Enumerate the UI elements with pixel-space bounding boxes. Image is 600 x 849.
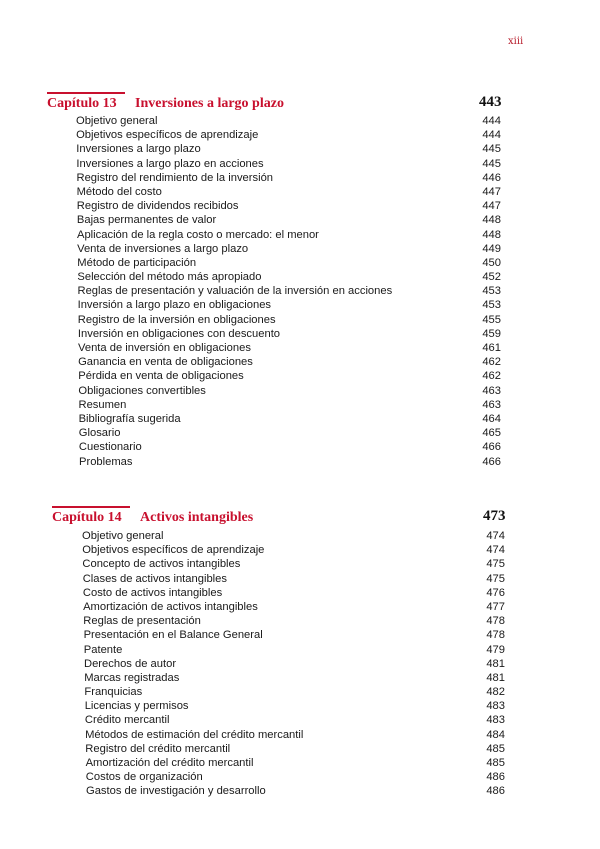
toc-entry xyxy=(47,228,517,242)
entry-page-number: 485 xyxy=(486,742,505,755)
entry-title: Registro del crédito mercantil xyxy=(85,742,231,755)
toc-entry xyxy=(47,270,517,284)
entry-title: Marcas registradas xyxy=(84,671,180,684)
entry-page-number: 464 xyxy=(482,412,501,425)
toc-entry xyxy=(47,412,517,426)
entry-title: Inversiones a largo plazo en acciones xyxy=(76,157,264,170)
toc-entry xyxy=(52,614,522,628)
entry-page-number: 474 xyxy=(486,530,505,542)
entry-page-number: 479 xyxy=(486,643,505,656)
entry-page-number: 466 xyxy=(482,455,501,468)
entry-title: Método de participación xyxy=(77,256,197,269)
entry-page-number: 466 xyxy=(482,441,501,454)
entry-page-number: 482 xyxy=(486,686,505,699)
page-number: xiii xyxy=(508,36,524,47)
entry-title: Amortización de activos intangibles xyxy=(83,600,258,613)
entry-page-number: 450 xyxy=(482,256,501,269)
entry-title: Reglas de presentación xyxy=(83,615,201,628)
entry-title: Amortización del crédito mercantil xyxy=(85,757,254,769)
entry-title: Registro del rendimiento de la inversión xyxy=(76,171,274,184)
toc-entry xyxy=(52,543,522,557)
entry-title: Costo de activos intangibles xyxy=(82,586,223,599)
entry-title: Licencias y permisos xyxy=(84,700,189,713)
entry-title: Clases de activos intangibles xyxy=(82,572,227,585)
toc-entry xyxy=(52,628,522,642)
toc-entry xyxy=(47,199,517,213)
entry-title: Inversión a largo plazo en obligaciones xyxy=(77,299,272,312)
entry-title: Objetivos específicos de aprendizaje xyxy=(76,129,259,142)
toc-entry xyxy=(47,298,517,312)
entry-page-number: 444 xyxy=(482,129,501,142)
entry-page-number: 449 xyxy=(482,242,501,255)
entry-page-number: 459 xyxy=(482,327,501,340)
entry-title: Venta de inversión en obligaciones xyxy=(78,342,251,354)
entry-title: Bajas permanentes de valor xyxy=(76,214,217,227)
toc-entry xyxy=(47,171,517,185)
toc-entry xyxy=(47,157,517,171)
entry-title: Inversión en obligaciones con descuento xyxy=(77,327,281,340)
chapter-section xyxy=(47,96,517,469)
entry-title: Cuestionario xyxy=(78,441,142,454)
entry-page-number: 448 xyxy=(482,214,501,227)
entry-title: Aplicación de la regla costo o mercado: el menor xyxy=(77,228,319,241)
entry-title: Ganancia en venta de obligaciones xyxy=(78,356,253,369)
entry-title: Pérdida en venta de obligaciones xyxy=(78,370,244,383)
toc-entry xyxy=(52,742,522,756)
entry-page-number: 444 xyxy=(482,115,501,127)
toc-entry xyxy=(47,398,517,412)
toc-entry xyxy=(47,284,517,298)
toc-entry xyxy=(47,327,517,341)
toc-entry xyxy=(47,114,517,128)
entry-title: Objetivo general xyxy=(76,115,158,127)
entry-page-number: 462 xyxy=(482,356,501,369)
entry-title: Reglas de presentación y valuación de la inversión en acciones xyxy=(77,285,393,298)
entry-title: Presentación en el Balance General xyxy=(83,629,263,642)
toc-entry xyxy=(47,242,517,256)
toc-entry xyxy=(47,355,517,369)
entry-page-number: 453 xyxy=(482,299,501,312)
toc-entry xyxy=(52,728,522,742)
entry-page-number: 474 xyxy=(486,544,505,557)
entry-page-number: 446 xyxy=(482,171,501,184)
toc-entry xyxy=(47,213,517,227)
entry-page-number: 452 xyxy=(482,271,501,284)
entry-title: Costos de organización xyxy=(85,771,203,784)
toc-entry xyxy=(47,256,517,270)
chapter-rule xyxy=(47,92,125,94)
entry-title: Métodos de estimación del crédito mercantil xyxy=(85,728,304,741)
entry-title: Inversiones a largo plazo xyxy=(76,143,201,156)
chapter-page-number: 473 xyxy=(483,508,506,524)
entry-page-number: 475 xyxy=(486,572,505,585)
entry-title: Registro de la inversión en obligaciones xyxy=(77,313,276,326)
toc-entry xyxy=(52,529,522,543)
entry-page-number: 485 xyxy=(486,757,505,769)
toc-entry xyxy=(52,572,522,586)
entry-page-number: 486 xyxy=(486,771,505,784)
entry-title: Derechos de autor xyxy=(84,657,177,670)
toc-entry xyxy=(52,770,522,784)
entry-page-number: 478 xyxy=(486,629,505,642)
toc-entry xyxy=(52,699,522,713)
entry-page-number: 486 xyxy=(486,785,505,798)
entry-page-number: 462 xyxy=(482,370,501,383)
entry-title: Problemas xyxy=(79,455,133,468)
toc-entry xyxy=(52,713,522,727)
entry-list xyxy=(47,114,517,469)
entry-page-number: 484 xyxy=(486,728,505,741)
chapter-label: Capítulo 14 xyxy=(52,510,122,525)
entry-page-number: 478 xyxy=(486,615,505,628)
entry-title: Selección del método más apropiado xyxy=(77,271,262,284)
chapter-label: Capítulo 13 xyxy=(47,96,117,111)
entry-title: Bibliografía sugerida xyxy=(78,412,181,425)
entry-title: Venta de inversiones a largo plazo xyxy=(77,242,249,255)
entry-title: Patente xyxy=(83,643,123,656)
entry-list xyxy=(52,529,522,799)
toc-entry xyxy=(47,369,517,383)
entry-page-number: 455 xyxy=(482,313,501,326)
toc-entry xyxy=(52,657,522,671)
entry-title: Crédito mercantil xyxy=(84,714,170,727)
entry-page-number: 447 xyxy=(482,200,501,213)
entry-page-number: 445 xyxy=(482,157,501,170)
chapter-section xyxy=(52,510,522,799)
entry-title: Registro de dividendos recibidos xyxy=(76,200,239,213)
entry-title: Método del costo xyxy=(76,185,162,198)
entry-title: Gastos de investigación y desarrollo xyxy=(86,785,266,798)
entry-page-number: 448 xyxy=(482,228,501,241)
entry-page-number: 445 xyxy=(482,143,501,156)
entry-title: Glosario xyxy=(78,427,121,440)
toc-entry xyxy=(47,185,517,199)
entry-page-number: 475 xyxy=(486,558,505,571)
entry-page-number: 463 xyxy=(482,398,501,411)
toc-entry xyxy=(52,685,522,699)
entry-title: Objetivo general xyxy=(82,530,164,542)
entry-title: Franquicias xyxy=(84,686,143,699)
entry-page-number: 465 xyxy=(482,427,501,440)
entry-page-number: 481 xyxy=(486,671,505,684)
toc-entry xyxy=(52,643,522,657)
entry-page-number: 476 xyxy=(486,586,505,599)
toc-entry xyxy=(47,426,517,440)
toc-entry xyxy=(52,586,522,600)
toc-entry xyxy=(47,455,517,469)
toc-entry xyxy=(52,756,522,770)
entry-page-number: 483 xyxy=(486,700,505,713)
entry-page-number: 463 xyxy=(482,384,501,397)
entry-page-number: 447 xyxy=(482,185,501,198)
entry-title: Obligaciones convertibles xyxy=(78,384,206,397)
chapter-page-number: 443 xyxy=(479,94,502,110)
chapter-title: Activos intangibles xyxy=(140,510,254,525)
chapter-rule xyxy=(52,506,130,508)
toc-entry xyxy=(47,142,517,156)
toc-entry xyxy=(47,313,517,327)
toc-entry xyxy=(52,557,522,571)
toc-entry xyxy=(52,671,522,685)
entry-page-number: 483 xyxy=(486,714,505,727)
entry-page-number: 477 xyxy=(486,600,505,613)
entry-title: Concepto de activos intangibles xyxy=(82,558,241,571)
entry-page-number: 481 xyxy=(486,657,505,670)
toc-entry xyxy=(52,784,522,798)
toc-entry xyxy=(47,440,517,454)
toc-entry xyxy=(47,341,517,355)
toc-entry xyxy=(52,600,522,614)
entry-page-number: 453 xyxy=(482,285,501,298)
toc-entry xyxy=(47,128,517,142)
entry-title: Resumen xyxy=(78,398,127,411)
chapter-title: Inversiones a largo plazo xyxy=(135,96,284,111)
toc-entry xyxy=(47,384,517,398)
entry-title: Objetivos específicos de aprendizaje xyxy=(82,544,265,557)
entry-page-number: 461 xyxy=(482,342,501,354)
